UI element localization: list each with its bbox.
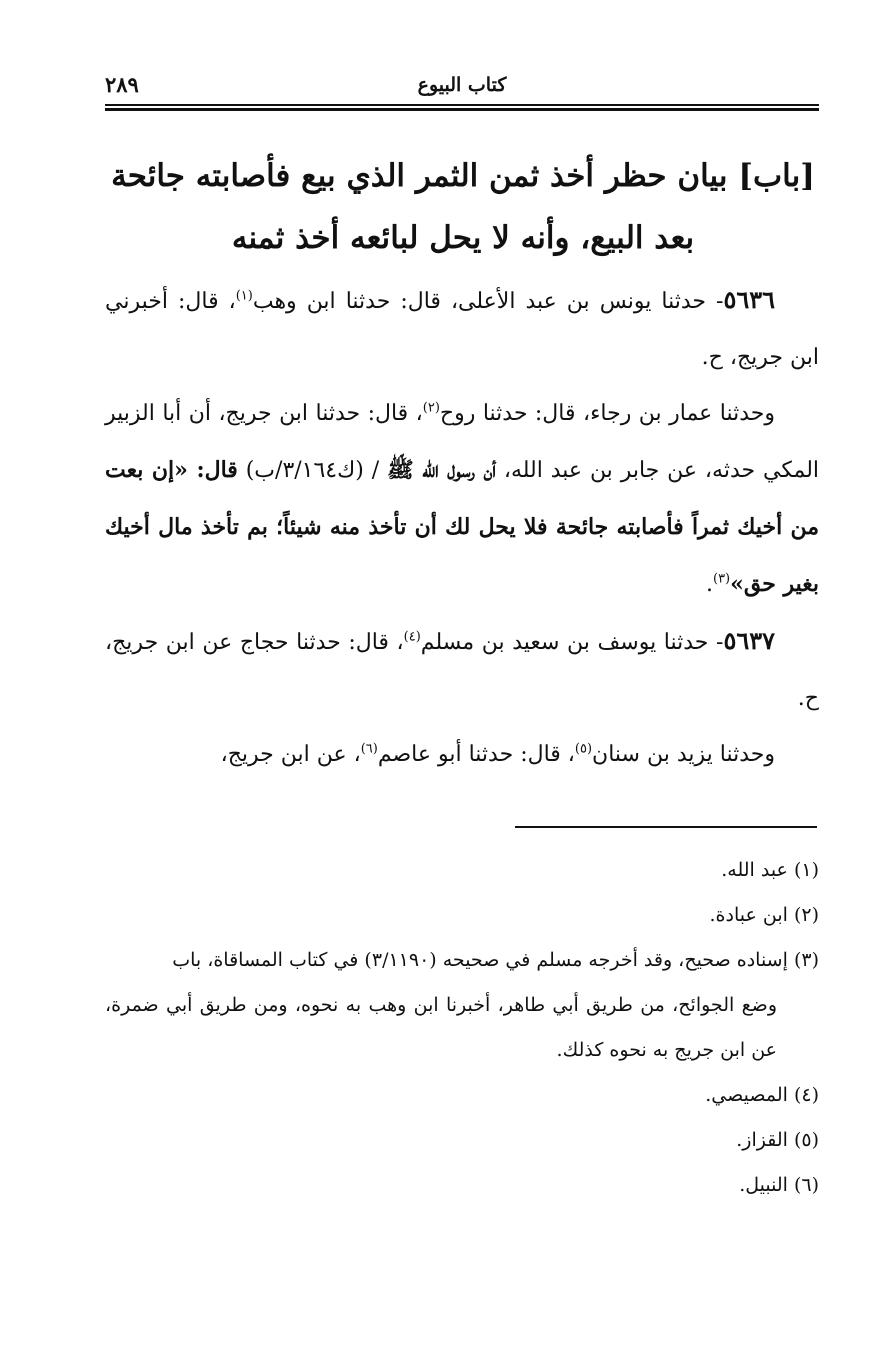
header-rule-thick bbox=[105, 108, 819, 111]
footnote-text: عبد الله. bbox=[721, 859, 788, 881]
footnote-number: (٥) bbox=[793, 1129, 819, 1151]
chapter-title-line-2: بعد البيع، وأنه لا يحل لبائعه أخذ ثمنه bbox=[231, 220, 695, 256]
footnote-6 bbox=[105, 1163, 819, 1208]
hadith-text: . bbox=[705, 572, 713, 597]
hadith-text: وحدثنا يزيد بن سنان bbox=[592, 742, 775, 767]
footnote-number: (٣) bbox=[793, 949, 819, 971]
page-number: ٢٨٩ bbox=[105, 72, 139, 97]
chapter-title-line-1: [باب] بيان حظر أخذ ثمن الثمر الذي بيع فأصابته جائحة bbox=[111, 158, 815, 194]
footnote-ref: (٦) bbox=[360, 741, 378, 757]
running-title: كتاب البيوع bbox=[417, 74, 507, 96]
hadith-text: - حدثنا يونس بن عبد الأعلى، قال: حدثنا ابن وهب bbox=[252, 289, 724, 314]
footnote-number: (٤) bbox=[793, 1084, 819, 1106]
hadith-text: ، قال: حدثنا أبو عاصم bbox=[377, 742, 575, 767]
hadith-text: وحدثنا عمار بن رجاء، قال: حدثنا روح bbox=[439, 401, 775, 426]
footnote-4 bbox=[105, 1073, 819, 1118]
footnote-number: (٢) bbox=[793, 904, 819, 926]
footnote-text: إسناده صحيح، وقد أخرجه مسلم في صحيحه (٣/١١٩٠) في كتاب المساقاة، باب bbox=[172, 949, 788, 971]
footnote-ref: (٤) bbox=[403, 629, 421, 645]
footnote-number: (٦) bbox=[793, 1174, 819, 1196]
main-text bbox=[105, 272, 819, 783]
footnote-text: ابن عبادة. bbox=[709, 904, 788, 926]
hadith-text-bold: أن رسول الله ﷺ bbox=[387, 457, 496, 483]
hadith-text: ، قال: حدثنا حجاج عن ابن جريج، ح. bbox=[105, 630, 819, 711]
footnote-2 bbox=[105, 893, 819, 938]
hadith-5636-chain bbox=[105, 386, 819, 613]
footnote-ref: (٥) bbox=[574, 741, 593, 757]
hadith-5637-chain bbox=[105, 727, 819, 783]
chapter-title bbox=[108, 145, 818, 269]
manuscript-ref: / (ك٣/١٦٤/ب) bbox=[245, 458, 380, 483]
hadith-text: ، قال: حدثنا ابن جريج، أن أبا الزبير المكي حدثه، عن جابر بن عبد الله، bbox=[105, 401, 820, 483]
hadith-5636 bbox=[105, 272, 819, 386]
header-rule-thin bbox=[105, 104, 819, 106]
footnote-text: النبيل. bbox=[739, 1174, 788, 1196]
hadith-text: ، قال: أخبرني ابن جريج، ح. bbox=[105, 289, 819, 370]
footnote-ref: (٣) bbox=[712, 571, 731, 587]
hadith-text: ، عن ابن جريج، bbox=[220, 742, 361, 767]
footnote-5 bbox=[105, 1118, 819, 1163]
hadith-text: - حدثنا يوسف بن سعيد بن مسلم bbox=[420, 630, 724, 655]
footnote-text: القزاز. bbox=[736, 1129, 788, 1151]
footnote-1 bbox=[105, 848, 819, 893]
hadith-5637 bbox=[105, 613, 819, 727]
footnotes bbox=[105, 848, 819, 1208]
running-head bbox=[105, 72, 819, 104]
footnote-number: (١) bbox=[793, 859, 819, 881]
footnote-ref: (١) bbox=[235, 288, 253, 304]
footnote-text: المصيصي. bbox=[705, 1084, 788, 1106]
footnote-text-continued: وضع الجوائح، من طريق أبي طاهر، أخبرنا ابن وهب به نحوه، ومن طريق أبي ضمرة، عن ابن جريج به نحوه كذلك. bbox=[105, 994, 777, 1061]
footnote-ref: (٢) bbox=[422, 400, 440, 416]
hadith-number: ٥٦٣٧ bbox=[723, 626, 776, 655]
hadith-matn: قال: «إن بعت من أخيك ثمراً فأصابته جائحة فلا يحل لك أن تأخذ منه شيئاً؛ بم تأخذ مال أخيك بغير حق» bbox=[105, 457, 819, 597]
footnotes-separator bbox=[515, 826, 817, 828]
hadith-number: ٥٦٣٦ bbox=[723, 285, 775, 314]
footnote-3 bbox=[105, 938, 819, 1073]
